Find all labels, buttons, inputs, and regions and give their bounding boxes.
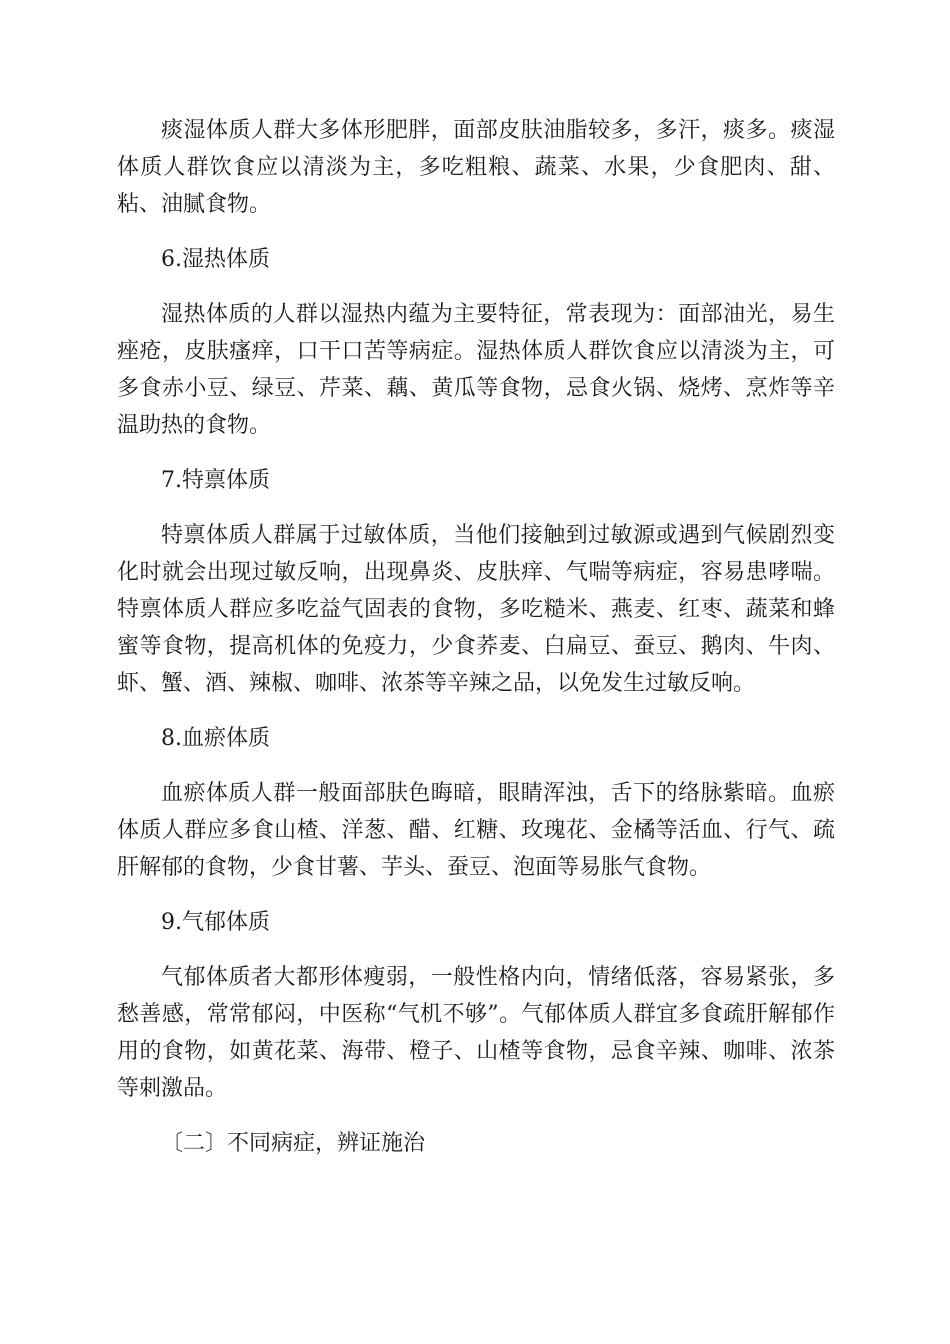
paragraph-special-constitution: 特禀体质人群属于过敏体质，当他们接触到过敏源或遇到气候剧烈变化时就会出现过敏反响，出现鼻炎、皮肤痒、气喘等病症，容易患哮喘。特禀体质人群应多吃益气固表的食物，多吃糙米、燕麦、红枣、蔬菜和蜂蜜等食物，提高机体的免疫力，少食荞麦、白扁豆、蚕豆、鹅肉、牛肉、虾、蟹、酒、辣椒、咖啡、浓茶等辛辣之品，以免发生过敏反响。 <box>117 523 835 696</box>
heading-blood-stasis: 8.血瘀体质 <box>161 726 270 751</box>
heading-section-two: 〔二〕不同病症，辨证施治 <box>161 1131 426 1156</box>
document-body <box>117 112 835 1162</box>
paragraph-damp-heat: 湿热体质的人群以湿热内蕴为主要特征，常表现为：面部油光，易生痤疮，皮肤瘙痒，口干口苦等病症。湿热体质人群饮食应以清淡为主，可多食赤小豆、绿豆、芹菜、藕、黄瓜等食物，忌食火锅、烧烤、烹炸等辛温助热的食物。 <box>117 302 835 438</box>
heading-special-constitution: 7.特禀体质 <box>161 468 270 493</box>
paragraph-blood-stasis: 血瘀体质人群一般面部肤色晦暗，眼睛浑浊，舌下的络脉紫暗。血瘀体质人群应多食山楂、洋葱、醋、红糖、玫瑰花、金橘等活血、行气、疏肝解郁的食物，少食甘薯、芋头、蚕豆、泡面等易胀气食物。 <box>117 781 835 880</box>
heading-damp-heat: 6.湿热体质 <box>161 247 270 272</box>
heading-qi-stagnation: 9.气郁体质 <box>161 910 270 935</box>
paragraph-phlegm-damp: 痰湿体质人群大多体形肥胖，面部皮肤油脂较多，多汗，痰多。痰湿体质人群饮食应以清淡为主，多吃粗粮、蔬菜、水果，少食肥肉、甜、粘、油腻食物。 <box>117 118 835 217</box>
paragraph-qi-stagnation: 气郁体质者大都形体瘦弱，一般性格内向，情绪低落，容易紧张，多愁善感，常常郁闷，中医称“气机不够”。气郁体质人群宜多食疏肝解郁作用的食物，如黄花菜、海带、橙子、山楂等食物，忌食辛辣、咖啡、浓茶等刺激品。 <box>117 965 835 1101</box>
